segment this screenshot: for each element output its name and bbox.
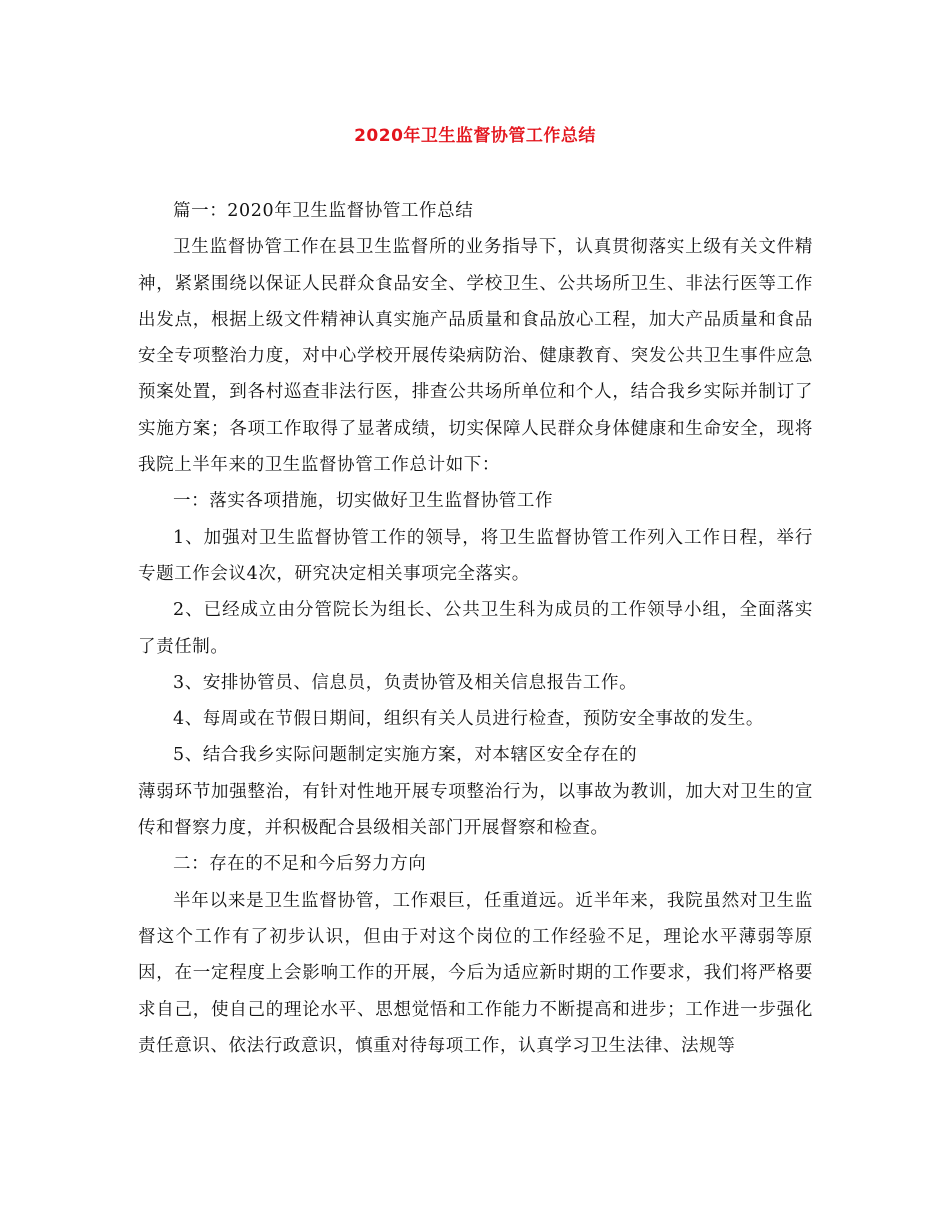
- intro-paragraph: 卫生监督协管工作在县卫生监督所的业务指导下，认真贯彻落实上级有关文件精神，紧紧围绕以保证人民群众食品安全、学校卫生、公共场所卫生、非法行医等工作出发点，根据上级文件精神认真实施产品质量和食品放心工程，加大产品质量和食品安全专项整治力度，对中心学校开展传染病防治、健康教育、突发公共卫生事件应急预案处置，到各村巡查非法行医，排查公共场所单位和个人，结合我乡实际并制订了实施方案；各项工作取得了显著成绩，切实保障人民群众身体健康和生命安全，现将我院上半年来的卫生监督协管工作总计如下：: [138, 237, 813, 476]
- list-item-4: 4、每周或在节假日期间，组织有关人员进行检查，预防安全事故的发生。: [173, 709, 764, 730]
- document-title: 2020年卫生监督协管工作总结: [354, 126, 596, 146]
- list-item-5: 5、结合我乡实际问题制定实施方案，对本辖区安全存在的: [173, 745, 638, 766]
- shortcomings-paragraph: 半年以来是卫生监督协管，工作艰巨，任重道远。近半年来，我院虽然对卫生监督这个工作有了初步认识，但由于对这个岗位的工作经验不足，理论水平薄弱等原因，在一定程度上会影响工作的开展，今后为适应新时期的工作要求，我们将严格要求自己，使自己的理论水平、思想觉悟和工作能力不断提高和进步；工作进一步强化责任意识、依法行政意识，慎重对待每项工作，认真学习卫生法律、法规等: [138, 890, 813, 1056]
- list-item-2: 2、已经成立由分管院长为组长、公共卫生科为成员的工作领导小组，全面落实了责任制。: [138, 600, 813, 657]
- section-heading-measures: 一：落实各项措施，切实做好卫生监督协管工作: [173, 491, 554, 512]
- list-item-1: 1、加强对卫生监督协管工作的领导，将卫生监督协管工作列入工作日程，举行专题工作会议4次，研究决定相关事项完全落实。: [138, 527, 813, 584]
- list-item-3: 3、安排协管员、信息员，负责协管及相关信息报告工作。: [173, 672, 638, 693]
- section-heading-part-one: 篇一：2020年卫生监督协管工作总结: [173, 201, 474, 221]
- list-item-5-continuation: 薄弱环节加强整治，有针对性地开展专项整治行为，以事故为教训，加大对卫生的宣传和督察力度，并积极配合县级相关部门开展督察和检查。: [138, 781, 813, 839]
- section-heading-shortcomings: 二：存在的不足和今后努力方向: [173, 854, 427, 875]
- document-body: [138, 193, 813, 1064]
